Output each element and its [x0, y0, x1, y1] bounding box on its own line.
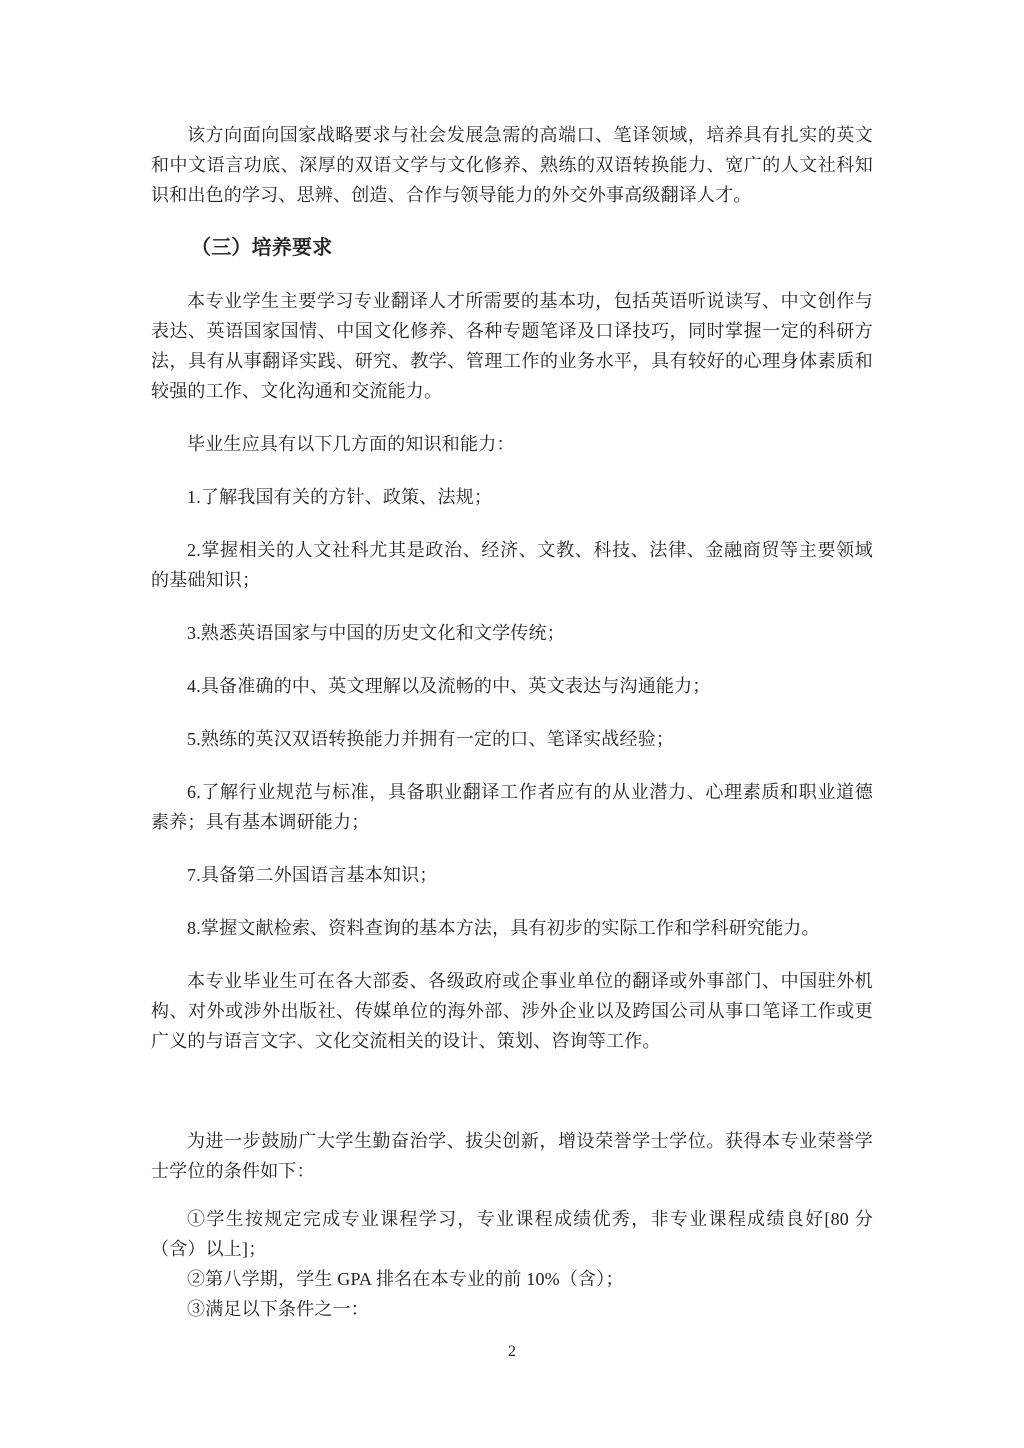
overview-paragraph: 本专业学生主要学习专业翻译人才所需要的基本功，包括英语听说读写、中文创作与表达、英语国家国情、中国文化修养、各种专题笔译及口译技巧，同时掌握一定的科研方法，具有从事翻译实践、研究、教学、管理工作的业务水平，具有较好的心理身体素质和较强的工作、文化沟通和交流能力。 — [151, 291, 873, 401]
honors-condition-2: ②第八学期，学生 GPA 排名在本专业的前 10%（含）； — [187, 1269, 624, 1289]
ability-item-6: 6.了解行业规范与标准，具备职业翻译工作者应有的从业潜力、心理素质和职业道德素养；具有基本调研能力； — [151, 782, 873, 832]
ability-item-8: 8.掌握文献检索、资料查询的基本方法，具有初步的实际工作和学科研究能力。 — [187, 918, 820, 938]
honors-condition-3: ③满足以下条件之一： — [187, 1299, 369, 1319]
honors-degree-paragraph: 为进一步鼓励广大学生勤奋治学、拔尖创新，增设荣誉学士学位。获得本专业荣誉学士学位的条件如下： — [151, 1131, 873, 1181]
document-body — [151, 120, 873, 1324]
page-number: 2 — [508, 1343, 516, 1360]
ability-item-4: 4.具备准确的中、英文理解以及流畅的中、英文表达与沟通能力； — [187, 676, 711, 696]
ability-item-3: 3.熟悉英语国家与中国的历史文化和文学传统； — [187, 623, 565, 643]
honors-condition-1: ①学生按规定完成专业课程学习，专业课程成绩优秀，非专业课程成绩良好[80 分（含）以上]； — [151, 1209, 873, 1259]
section-heading: （三）培养要求 — [191, 237, 333, 259]
career-paragraph: 本专业毕业生可在各大部委、各级政府或企事业单位的翻译或外事部门、中国驻外机构、对外或涉外出版社、传媒单位的海外部、涉外企业以及跨国公司从事口笔译工作或更广义的与语言文字、文化交流相关的设计、策划、咨询等工作。 — [151, 971, 873, 1051]
ability-item-5: 5.熟练的英汉双语转换能力并拥有一定的口、笔译实战经验； — [187, 729, 675, 749]
abilities-lead-paragraph: 毕业生应具有以下几方面的知识和能力： — [187, 434, 515, 454]
ability-item-2: 2.掌握相关的人文社科尤其是政治、经济、文教、科技、法律、金融商贸等主要领域的基础知识； — [151, 540, 873, 590]
ability-item-1: 1.了解我国有关的方针、政策、法规； — [187, 487, 493, 507]
ability-item-7: 7.具备第二外国语言基本知识； — [187, 865, 438, 885]
intro-paragraph: 该方向面向国家战略要求与社会发展急需的高端口、笔译领域，培养具有扎实的英文和中文语言功底、深厚的双语文学与文化修养、熟练的双语转换能力、宽广的人文社科知识和出色的学习、思辨、创造、合作与领导能力的外交外事高级翻译人才。 — [151, 125, 873, 205]
